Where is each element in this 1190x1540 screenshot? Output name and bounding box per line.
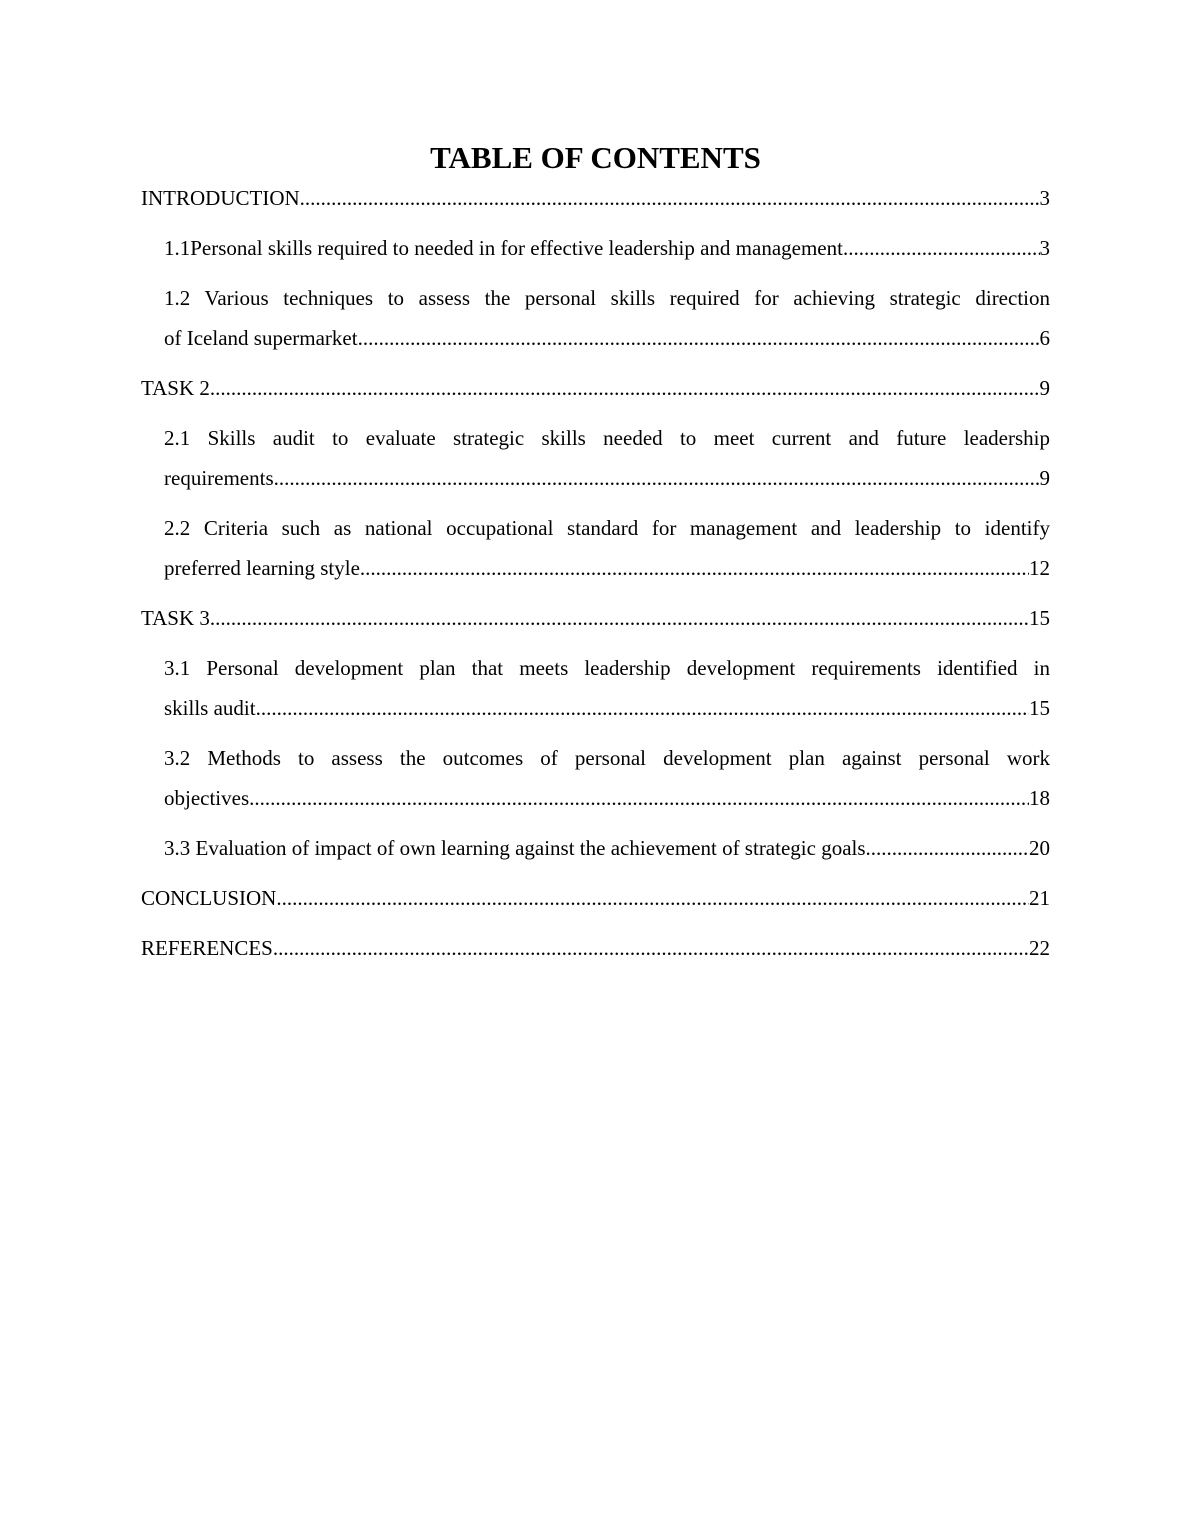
toc-entry-references[interactable] [141,928,1050,968]
toc-entry-lead: 3.1 Personal development plan that meets leadership development requirements identified in [164,656,1050,680]
toc-page-number: 15 [1029,696,1050,720]
dot-leader [273,928,1029,968]
toc-entry-label: of Iceland supermarket [164,326,358,350]
toc-entry-3-3[interactable] [141,828,1050,868]
toc-entry-lead: 1.2 Various techniques to assess the personal skills required for achieving strategic direction [164,286,1050,310]
toc-entry-task-2[interactable] [141,368,1050,408]
toc-page-number: 6 [1039,326,1050,350]
dot-leader [210,368,1040,408]
dot-leader [866,828,1029,868]
toc-entry-1-2[interactable] [141,278,1050,358]
toc-page-number: 9 [1039,466,1050,490]
dot-leader [274,458,1040,498]
toc-entry-2-1[interactable] [141,418,1050,498]
toc-entry-label: skills audit [164,696,256,720]
toc-entry-label: TASK 2 [141,376,210,400]
toc-entry-conclusion[interactable] [141,878,1050,918]
dot-leader [249,778,1029,818]
dot-leader [276,878,1029,918]
toc-title: TABLE OF CONTENTS [430,140,761,175]
toc-entry-lead: 2.2 Criteria such as national occupational standard for management and leadership to identify [164,516,1050,540]
toc-entry-label: 1.1Personal skills required to needed in for effective leadership and management [164,236,843,260]
toc-page-number: 22 [1029,936,1050,960]
document-page [141,138,1050,978]
toc-entry-task-3[interactable] [141,598,1050,638]
toc-entry-3-2[interactable] [141,738,1050,818]
toc-entry-label: INTRODUCTION [141,186,300,210]
toc-entry-introduction[interactable] [141,178,1050,218]
toc-entry-lead: 2.1 Skills audit to evaluate strategic skills needed to meet current and future leadership [164,426,1050,450]
toc-entry-lead: 3.2 Methods to assess the outcomes of personal development plan against personal work [164,746,1050,770]
toc-entry-3-1[interactable] [141,648,1050,728]
toc-page-number: 9 [1039,376,1050,400]
toc-page-number: 12 [1029,556,1050,580]
dot-leader [210,598,1029,638]
dot-leader [256,688,1029,728]
toc-entry-1-1[interactable] [141,228,1050,268]
toc-entry-label: objectives [164,786,250,810]
toc-page-number: 20 [1029,836,1050,860]
toc-entry-label: TASK 3 [141,606,210,630]
dot-leader [843,228,1040,268]
toc-page-number: 21 [1029,886,1050,910]
toc-page-number: 3 [1039,186,1050,210]
dot-leader [360,548,1029,588]
toc-entry-label: CONCLUSION [141,886,277,910]
toc-entry-label: REFERENCES [141,936,273,960]
toc-entry-label: requirements [164,466,274,490]
dot-leader [358,318,1040,358]
toc-entry-label: 3.3 Evaluation of impact of own learning against the achievement of strategic goals [164,836,866,860]
toc-page-number: 15 [1029,606,1050,630]
dot-leader [300,178,1040,218]
toc-entry-label: preferred learning style [164,556,360,580]
toc-entry-2-2[interactable] [141,508,1050,588]
toc-page-number: 3 [1039,236,1050,260]
toc-page-number: 18 [1029,786,1050,810]
